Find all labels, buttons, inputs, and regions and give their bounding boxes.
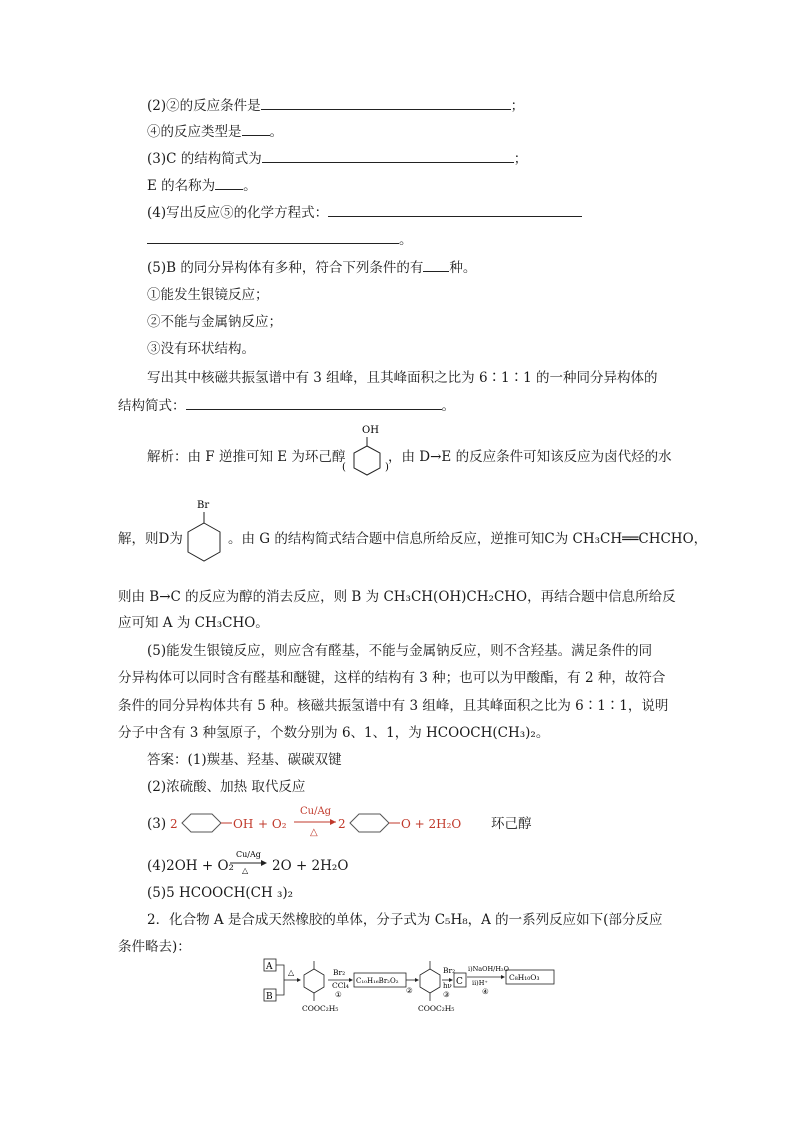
arrow-head <box>261 860 267 866</box>
q2-line-3: (3)C 的结构简式为 ； <box>147 151 528 167</box>
bromine-label: Br <box>197 500 210 511</box>
answer-3-equation <box>168 800 498 844</box>
answer-blank[interactable] <box>328 204 582 217</box>
ring-1 <box>304 969 324 993</box>
answer-2: (2)浓硫酸、加热 取代反应 <box>147 779 306 795</box>
q2-line-5: (4)写出反应⑤的化学方程式： <box>147 204 582 222</box>
condition-3: ③没有环状结构。 <box>147 341 255 357</box>
catalyst-label: Cu/Ag <box>236 850 261 859</box>
paren-open: ( <box>342 462 346 473</box>
analysis-line-6: 分异构体可以同时含有醛基和醚键，这样的结构有 3 种；也可以为甲酸酯，有 2 种，故符合 <box>118 670 666 686</box>
label-b: B <box>266 992 273 1002</box>
arrow-head <box>330 819 336 825</box>
analysis-line-3: 则由 B→C 的反应为醇的消去反应，则 B 为 CH₃CH(OH)CH₂CHO，再结合题中信息所给反 <box>118 589 676 605</box>
question-2-line-2: 条件略去)： <box>118 939 191 955</box>
q2-line-9: 结构简式： 。 <box>118 398 455 414</box>
reagent-naoh: i)NaOH/H₂O <box>468 965 509 973</box>
reaction-scheme <box>262 955 562 1017</box>
answer-blank[interactable] <box>147 231 399 244</box>
paren-close: ) <box>385 462 389 473</box>
answer-blank[interactable] <box>261 97 511 110</box>
solvent-ccl4: CCl₄ <box>332 981 349 990</box>
analysis-line-1a: 解析：由 F 逆推可知 E 为环己醇 <box>147 449 346 465</box>
hydroxyl-label: OH <box>233 817 254 831</box>
analysis-line-4: 应可知 A 为 CH₃CHO。 <box>118 615 269 631</box>
reagent-br2: Br₂ <box>333 968 346 977</box>
answer-4-products: 2O + 2H₂O <box>272 858 349 874</box>
cyclohexane-ring <box>188 523 220 561</box>
answer-blank[interactable] <box>242 123 270 136</box>
ring-2 <box>420 969 440 993</box>
heat-symbol: △ <box>310 827 318 838</box>
formula-c8: C₈H₁₀O₃ <box>509 973 540 982</box>
step-1: ① <box>335 990 342 999</box>
bromocyclohexane-structure <box>180 495 230 577</box>
q2-line-1: (2)②的反应条件是 ； <box>147 98 525 114</box>
label-a: A <box>266 962 273 972</box>
cyclohexane-ring <box>182 814 221 832</box>
ester-label: COOC₂H₅ <box>418 1004 455 1013</box>
catalyst-label: Cu/Ag <box>300 806 332 817</box>
answer-blank[interactable] <box>215 177 243 190</box>
condition-2: ②不能与金属钠反应； <box>147 314 282 330</box>
cyclohexanol-structure <box>330 420 396 486</box>
label-c: C <box>456 977 463 987</box>
answer-blank[interactable] <box>423 259 449 272</box>
cyclohexane-ring <box>350 814 389 832</box>
analysis-line-5: (5)能发生银镜反应，则应含有醛基，不能与金属钠反应，则不含羟基。满足条件的同 <box>147 643 653 659</box>
analysis-line-7: 条件的同分异构体共有 5 种。核磁共振氢谱中有 3 组峰，且其峰面积之比为 6∶1∶1，说明 <box>118 698 669 714</box>
reagent-hplus: ii)H⁺ <box>472 979 488 987</box>
q2-line-2: ④的反应类型是 。 <box>147 124 283 140</box>
heat-symbol: △ <box>242 866 249 875</box>
answer-blank[interactable] <box>186 397 442 410</box>
reagent-br2: Br₂ <box>443 966 456 975</box>
hydroxyl-label: OH <box>362 425 379 436</box>
answer-3-prefix: (3) <box>147 816 167 832</box>
light-hv: hν <box>443 982 452 990</box>
cyclohexane-ring <box>354 446 380 475</box>
arrow-head <box>349 978 353 982</box>
analysis-line-8: 分子中含有 3 种氢原子，个数分别为 6、1、1，为 HCOOCH(CH₃)₂。 <box>118 725 550 741</box>
arrow-head <box>501 975 505 979</box>
step-3: ③ <box>443 990 450 999</box>
reactant-o2: + O₂ <box>258 817 287 831</box>
arrow-head <box>415 978 419 982</box>
answer-3-name: 环己醇 <box>491 816 532 832</box>
arrow-head <box>297 978 301 982</box>
products: O + 2H₂O <box>401 817 462 831</box>
ester-label: COOC₂H₅ <box>302 1004 339 1013</box>
answer-4: (4)2OH + O₂ <box>147 858 234 874</box>
answer-blank[interactable] <box>262 150 514 163</box>
analysis-line-1b: ，由 D→E 的反应条件可知该反应为卤代烃的水 <box>388 449 672 465</box>
answer-1: 答案：(1)羰基、羟基、碳碳双键 <box>147 752 342 768</box>
analysis-line-2a: 解，则D为 <box>118 531 183 547</box>
q2-line-7: (5)B 的同分异构体有多种，符合下列条件的有 种。 <box>147 260 477 276</box>
q2-line-6: 。 <box>147 231 413 249</box>
coefficient: 2 <box>170 817 178 831</box>
q2-line-4: E 的名称为 。 <box>147 178 257 194</box>
coefficient: 2 <box>338 817 346 831</box>
answer-5: (5)5 HCOOCH(CH ₃)₂ <box>147 885 294 901</box>
condition-1: ①能发生银镜反应； <box>147 287 269 303</box>
step-2: ② <box>406 986 413 995</box>
q2-line-8: 写出其中核磁共振氢谱中有 3 组峰，且其峰面积之比为 6∶1∶1 的一种同分异构体的 <box>147 370 658 386</box>
answer-4-arrow <box>226 848 272 876</box>
formula-c10: C₁₀H₁₆Br₂O₂ <box>356 977 399 985</box>
step-4: ④ <box>482 987 489 996</box>
analysis-line-2b: 。由 G 的结构简式结合题中信息所给反应，逆推可知C为 CH₃CH══CHCHO， <box>228 531 708 547</box>
heat-symbol: △ <box>288 968 295 977</box>
bracket <box>276 965 284 995</box>
question-2-line-1: 2．化合物 A 是合成天然橡胶的单体，分子式为 C₅H₈，A 的一系列反应如下(部分反应 <box>147 912 663 928</box>
